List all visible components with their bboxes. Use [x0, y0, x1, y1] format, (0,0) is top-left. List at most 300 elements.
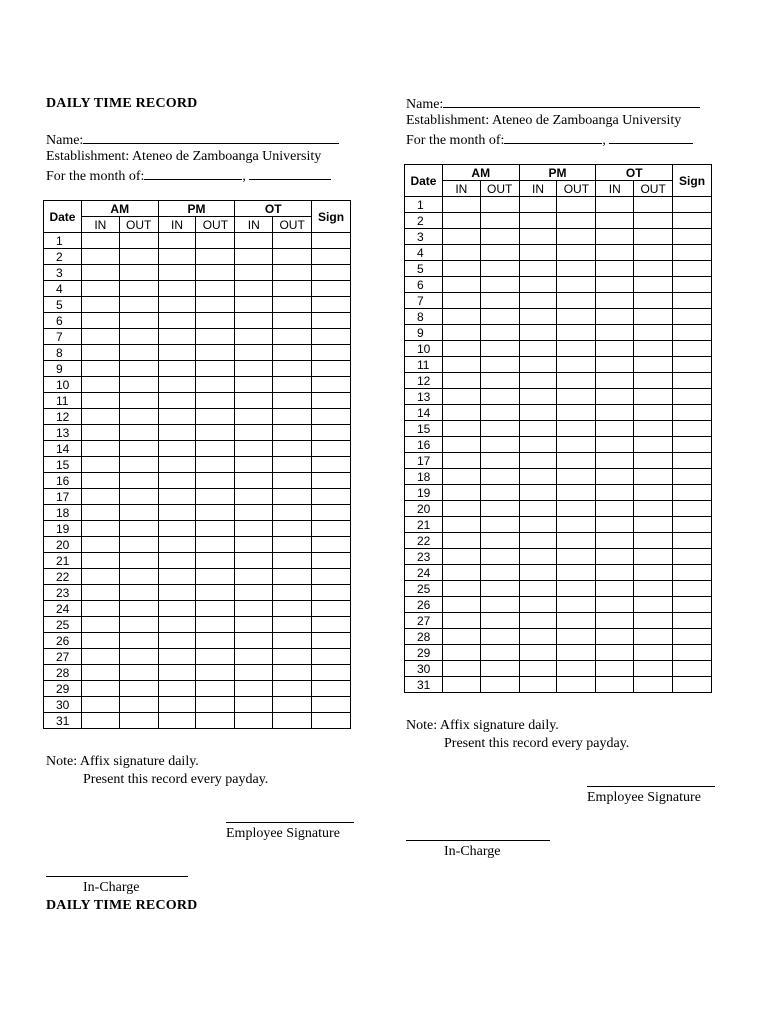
am-out-cell[interactable]	[480, 325, 519, 341]
ot-out-cell[interactable]	[273, 697, 312, 713]
ot-out-cell[interactable]	[273, 329, 312, 345]
pm-in-cell[interactable]	[158, 649, 196, 665]
pm-in-cell[interactable]	[158, 617, 196, 633]
pm-out-cell[interactable]	[196, 665, 235, 681]
ot-out-cell[interactable]	[634, 197, 673, 213]
am-out-cell[interactable]	[119, 505, 158, 521]
sign-cell[interactable]	[312, 281, 351, 297]
am-in-cell[interactable]	[81, 393, 119, 409]
sign-cell[interactable]	[312, 473, 351, 489]
ot-out-cell[interactable]	[634, 421, 673, 437]
sign-cell[interactable]	[673, 661, 712, 677]
am-in-cell[interactable]	[81, 649, 119, 665]
pm-out-cell[interactable]	[557, 421, 596, 437]
am-out-cell[interactable]	[119, 537, 158, 553]
pm-out-cell[interactable]	[557, 405, 596, 421]
sign-cell[interactable]	[312, 553, 351, 569]
ot-in-cell[interactable]	[596, 373, 634, 389]
right-in-charge-line[interactable]	[406, 840, 550, 841]
ot-out-cell[interactable]	[634, 661, 673, 677]
am-out-cell[interactable]	[480, 645, 519, 661]
sign-cell[interactable]	[673, 309, 712, 325]
am-in-cell[interactable]	[81, 505, 119, 521]
ot-out-cell[interactable]	[273, 409, 312, 425]
pm-out-cell[interactable]	[196, 713, 235, 729]
ot-out-cell[interactable]	[273, 425, 312, 441]
pm-in-cell[interactable]	[158, 265, 196, 281]
sign-cell[interactable]	[673, 261, 712, 277]
ot-out-cell[interactable]	[273, 345, 312, 361]
am-out-cell[interactable]	[480, 293, 519, 309]
ot-out-cell[interactable]	[273, 537, 312, 553]
sign-cell[interactable]	[673, 565, 712, 581]
pm-in-cell[interactable]	[519, 373, 557, 389]
pm-out-cell[interactable]	[557, 325, 596, 341]
sign-cell[interactable]	[673, 549, 712, 565]
am-in-cell[interactable]	[442, 549, 480, 565]
ot-out-cell[interactable]	[273, 441, 312, 457]
pm-out-cell[interactable]	[196, 457, 235, 473]
ot-out-cell[interactable]	[273, 617, 312, 633]
pm-out-cell[interactable]	[557, 197, 596, 213]
am-in-cell[interactable]	[442, 325, 480, 341]
pm-in-cell[interactable]	[158, 361, 196, 377]
am-out-cell[interactable]	[480, 453, 519, 469]
ot-out-cell[interactable]	[634, 357, 673, 373]
pm-out-cell[interactable]	[557, 309, 596, 325]
pm-in-cell[interactable]	[519, 453, 557, 469]
sign-cell[interactable]	[312, 489, 351, 505]
am-out-cell[interactable]	[480, 309, 519, 325]
ot-out-cell[interactable]	[634, 213, 673, 229]
ot-in-cell[interactable]	[596, 661, 634, 677]
pm-in-cell[interactable]	[519, 341, 557, 357]
ot-in-cell[interactable]	[596, 517, 634, 533]
pm-in-cell[interactable]	[519, 229, 557, 245]
ot-in-cell[interactable]	[596, 581, 634, 597]
pm-in-cell[interactable]	[519, 565, 557, 581]
ot-in-cell[interactable]	[235, 537, 273, 553]
ot-in-cell[interactable]	[235, 457, 273, 473]
pm-in-cell[interactable]	[158, 345, 196, 361]
sign-cell[interactable]	[312, 409, 351, 425]
ot-out-cell[interactable]	[273, 569, 312, 585]
am-in-cell[interactable]	[81, 697, 119, 713]
ot-out-cell[interactable]	[273, 457, 312, 473]
ot-in-cell[interactable]	[596, 645, 634, 661]
pm-in-cell[interactable]	[519, 485, 557, 501]
pm-out-cell[interactable]	[196, 441, 235, 457]
sign-cell[interactable]	[673, 469, 712, 485]
pm-out-cell[interactable]	[196, 249, 235, 265]
pm-in-cell[interactable]	[519, 517, 557, 533]
pm-in-cell[interactable]	[519, 501, 557, 517]
am-out-cell[interactable]	[480, 421, 519, 437]
pm-in-cell[interactable]	[158, 249, 196, 265]
am-out-cell[interactable]	[119, 249, 158, 265]
ot-out-cell[interactable]	[273, 505, 312, 521]
ot-out-cell[interactable]	[634, 565, 673, 581]
ot-in-cell[interactable]	[235, 697, 273, 713]
ot-in-cell[interactable]	[235, 441, 273, 457]
am-in-cell[interactable]	[442, 341, 480, 357]
am-out-cell[interactable]	[480, 485, 519, 501]
am-out-cell[interactable]	[119, 713, 158, 729]
am-in-cell[interactable]	[81, 585, 119, 601]
ot-out-cell[interactable]	[634, 629, 673, 645]
am-in-cell[interactable]	[442, 245, 480, 261]
ot-out-cell[interactable]	[634, 645, 673, 661]
ot-out-cell[interactable]	[634, 613, 673, 629]
ot-out-cell[interactable]	[273, 281, 312, 297]
pm-in-cell[interactable]	[519, 357, 557, 373]
am-in-cell[interactable]	[81, 425, 119, 441]
pm-out-cell[interactable]	[557, 597, 596, 613]
pm-out-cell[interactable]	[557, 485, 596, 501]
pm-in-cell[interactable]	[158, 281, 196, 297]
sign-cell[interactable]	[673, 293, 712, 309]
ot-out-cell[interactable]	[634, 501, 673, 517]
pm-in-cell[interactable]	[519, 549, 557, 565]
ot-in-cell[interactable]	[235, 361, 273, 377]
sign-cell[interactable]	[312, 585, 351, 601]
ot-out-cell[interactable]	[634, 293, 673, 309]
am-out-cell[interactable]	[480, 469, 519, 485]
pm-in-cell[interactable]	[158, 233, 196, 249]
ot-out-cell[interactable]	[273, 361, 312, 377]
pm-in-cell[interactable]	[519, 581, 557, 597]
sign-cell[interactable]	[673, 645, 712, 661]
ot-out-cell[interactable]	[273, 297, 312, 313]
pm-out-cell[interactable]	[557, 677, 596, 693]
ot-in-cell[interactable]	[235, 681, 273, 697]
sign-cell[interactable]	[673, 501, 712, 517]
am-out-cell[interactable]	[119, 233, 158, 249]
pm-out-cell[interactable]	[557, 293, 596, 309]
ot-out-cell[interactable]	[634, 549, 673, 565]
pm-out-cell[interactable]	[196, 649, 235, 665]
pm-out-cell[interactable]	[196, 537, 235, 553]
sign-cell[interactable]	[673, 453, 712, 469]
sign-cell[interactable]	[673, 517, 712, 533]
ot-in-cell[interactable]	[596, 485, 634, 501]
ot-out-cell[interactable]	[634, 485, 673, 501]
sign-cell[interactable]	[673, 197, 712, 213]
pm-in-cell[interactable]	[519, 469, 557, 485]
pm-out-cell[interactable]	[557, 469, 596, 485]
ot-out-cell[interactable]	[273, 601, 312, 617]
am-out-cell[interactable]	[119, 665, 158, 681]
pm-in-cell[interactable]	[519, 405, 557, 421]
ot-in-cell[interactable]	[596, 453, 634, 469]
pm-out-cell[interactable]	[196, 697, 235, 713]
pm-out-cell[interactable]	[557, 261, 596, 277]
am-out-cell[interactable]	[480, 677, 519, 693]
am-in-cell[interactable]	[81, 569, 119, 585]
sign-cell[interactable]	[312, 329, 351, 345]
am-in-cell[interactable]	[442, 357, 480, 373]
ot-in-cell[interactable]	[235, 633, 273, 649]
am-out-cell[interactable]	[480, 533, 519, 549]
ot-out-cell[interactable]	[634, 597, 673, 613]
left-name-field[interactable]	[83, 130, 339, 144]
am-in-cell[interactable]	[81, 665, 119, 681]
ot-out-cell[interactable]	[273, 233, 312, 249]
ot-in-cell[interactable]	[235, 569, 273, 585]
ot-in-cell[interactable]	[235, 489, 273, 505]
pm-in-cell[interactable]	[158, 633, 196, 649]
pm-out-cell[interactable]	[196, 393, 235, 409]
am-in-cell[interactable]	[81, 633, 119, 649]
ot-in-cell[interactable]	[596, 325, 634, 341]
sign-cell[interactable]	[673, 629, 712, 645]
am-in-cell[interactable]	[81, 329, 119, 345]
sign-cell[interactable]	[312, 665, 351, 681]
ot-out-cell[interactable]	[273, 377, 312, 393]
ot-in-cell[interactable]	[596, 245, 634, 261]
pm-in-cell[interactable]	[519, 389, 557, 405]
am-in-cell[interactable]	[442, 517, 480, 533]
pm-in-cell[interactable]	[158, 313, 196, 329]
right-employee-signature-line[interactable]	[587, 786, 715, 787]
ot-in-cell[interactable]	[235, 649, 273, 665]
pm-in-cell[interactable]	[158, 505, 196, 521]
am-in-cell[interactable]	[442, 581, 480, 597]
left-year-field[interactable]	[249, 166, 331, 180]
ot-out-cell[interactable]	[634, 341, 673, 357]
ot-in-cell[interactable]	[596, 501, 634, 517]
am-out-cell[interactable]	[480, 197, 519, 213]
am-in-cell[interactable]	[81, 681, 119, 697]
pm-in-cell[interactable]	[158, 489, 196, 505]
am-out-cell[interactable]	[480, 661, 519, 677]
am-out-cell[interactable]	[480, 517, 519, 533]
ot-out-cell[interactable]	[273, 473, 312, 489]
ot-in-cell[interactable]	[235, 393, 273, 409]
ot-in-cell[interactable]	[596, 597, 634, 613]
am-in-cell[interactable]	[442, 213, 480, 229]
sign-cell[interactable]	[673, 485, 712, 501]
ot-in-cell[interactable]	[596, 421, 634, 437]
ot-in-cell[interactable]	[596, 277, 634, 293]
pm-in-cell[interactable]	[519, 533, 557, 549]
am-in-cell[interactable]	[81, 297, 119, 313]
am-out-cell[interactable]	[119, 585, 158, 601]
ot-out-cell[interactable]	[634, 373, 673, 389]
sign-cell[interactable]	[312, 681, 351, 697]
pm-out-cell[interactable]	[557, 389, 596, 405]
ot-in-cell[interactable]	[596, 469, 634, 485]
am-out-cell[interactable]	[480, 613, 519, 629]
pm-in-cell[interactable]	[158, 569, 196, 585]
pm-in-cell[interactable]	[519, 277, 557, 293]
am-in-cell[interactable]	[81, 281, 119, 297]
ot-out-cell[interactable]	[634, 469, 673, 485]
pm-in-cell[interactable]	[519, 629, 557, 645]
pm-out-cell[interactable]	[196, 489, 235, 505]
ot-out-cell[interactable]	[273, 553, 312, 569]
am-in-cell[interactable]	[81, 361, 119, 377]
ot-in-cell[interactable]	[596, 293, 634, 309]
ot-out-cell[interactable]	[634, 437, 673, 453]
pm-in-cell[interactable]	[158, 377, 196, 393]
right-year-field[interactable]	[609, 130, 693, 144]
ot-out-cell[interactable]	[273, 713, 312, 729]
sign-cell[interactable]	[312, 425, 351, 441]
ot-in-cell[interactable]	[596, 533, 634, 549]
ot-in-cell[interactable]	[596, 261, 634, 277]
ot-in-cell[interactable]	[235, 473, 273, 489]
am-in-cell[interactable]	[81, 473, 119, 489]
pm-in-cell[interactable]	[519, 597, 557, 613]
sign-cell[interactable]	[312, 233, 351, 249]
pm-out-cell[interactable]	[557, 565, 596, 581]
am-in-cell[interactable]	[442, 389, 480, 405]
sign-cell[interactable]	[673, 613, 712, 629]
pm-out-cell[interactable]	[196, 329, 235, 345]
pm-in-cell[interactable]	[158, 713, 196, 729]
left-in-charge-line[interactable]	[46, 876, 188, 877]
am-out-cell[interactable]	[480, 277, 519, 293]
am-out-cell[interactable]	[119, 521, 158, 537]
left-month-field[interactable]	[144, 166, 242, 180]
ot-out-cell[interactable]	[273, 521, 312, 537]
am-out-cell[interactable]	[119, 409, 158, 425]
am-in-cell[interactable]	[442, 501, 480, 517]
am-out-cell[interactable]	[480, 229, 519, 245]
am-out-cell[interactable]	[480, 629, 519, 645]
ot-out-cell[interactable]	[634, 277, 673, 293]
am-out-cell[interactable]	[119, 329, 158, 345]
am-out-cell[interactable]	[119, 313, 158, 329]
pm-out-cell[interactable]	[196, 633, 235, 649]
am-out-cell[interactable]	[480, 245, 519, 261]
am-in-cell[interactable]	[81, 409, 119, 425]
ot-in-cell[interactable]	[596, 613, 634, 629]
pm-out-cell[interactable]	[196, 521, 235, 537]
pm-in-cell[interactable]	[158, 585, 196, 601]
ot-in-cell[interactable]	[235, 713, 273, 729]
am-out-cell[interactable]	[119, 601, 158, 617]
pm-in-cell[interactable]	[158, 665, 196, 681]
pm-out-cell[interactable]	[196, 505, 235, 521]
pm-out-cell[interactable]	[196, 345, 235, 361]
pm-out-cell[interactable]	[557, 229, 596, 245]
am-in-cell[interactable]	[442, 405, 480, 421]
am-in-cell[interactable]	[81, 265, 119, 281]
pm-out-cell[interactable]	[557, 629, 596, 645]
sign-cell[interactable]	[312, 713, 351, 729]
am-in-cell[interactable]	[81, 553, 119, 569]
sign-cell[interactable]	[312, 393, 351, 409]
sign-cell[interactable]	[673, 597, 712, 613]
pm-out-cell[interactable]	[196, 313, 235, 329]
pm-in-cell[interactable]	[158, 521, 196, 537]
ot-in-cell[interactable]	[235, 377, 273, 393]
ot-in-cell[interactable]	[596, 549, 634, 565]
sign-cell[interactable]	[312, 633, 351, 649]
ot-in-cell[interactable]	[235, 265, 273, 281]
ot-out-cell[interactable]	[634, 245, 673, 261]
sign-cell[interactable]	[312, 345, 351, 361]
am-out-cell[interactable]	[480, 213, 519, 229]
sign-cell[interactable]	[673, 389, 712, 405]
pm-in-cell[interactable]	[519, 437, 557, 453]
pm-in-cell[interactable]	[519, 309, 557, 325]
am-out-cell[interactable]	[119, 489, 158, 505]
am-out-cell[interactable]	[119, 361, 158, 377]
ot-in-cell[interactable]	[235, 617, 273, 633]
am-in-cell[interactable]	[442, 197, 480, 213]
pm-in-cell[interactable]	[519, 261, 557, 277]
ot-in-cell[interactable]	[235, 505, 273, 521]
am-out-cell[interactable]	[119, 681, 158, 697]
sign-cell[interactable]	[312, 617, 351, 633]
pm-out-cell[interactable]	[196, 569, 235, 585]
pm-in-cell[interactable]	[519, 213, 557, 229]
ot-out-cell[interactable]	[273, 681, 312, 697]
ot-out-cell[interactable]	[634, 389, 673, 405]
ot-in-cell[interactable]	[596, 565, 634, 581]
ot-in-cell[interactable]	[235, 249, 273, 265]
am-out-cell[interactable]	[480, 341, 519, 357]
am-out-cell[interactable]	[480, 581, 519, 597]
ot-in-cell[interactable]	[596, 357, 634, 373]
pm-out-cell[interactable]	[196, 409, 235, 425]
pm-in-cell[interactable]	[519, 245, 557, 261]
ot-out-cell[interactable]	[634, 309, 673, 325]
am-in-cell[interactable]	[442, 261, 480, 277]
am-in-cell[interactable]	[442, 421, 480, 437]
ot-in-cell[interactable]	[235, 553, 273, 569]
ot-in-cell[interactable]	[235, 345, 273, 361]
pm-in-cell[interactable]	[519, 613, 557, 629]
ot-out-cell[interactable]	[273, 249, 312, 265]
am-out-cell[interactable]	[480, 357, 519, 373]
ot-in-cell[interactable]	[596, 341, 634, 357]
am-in-cell[interactable]	[81, 345, 119, 361]
right-month-field[interactable]	[504, 130, 602, 144]
sign-cell[interactable]	[312, 441, 351, 457]
ot-in-cell[interactable]	[596, 389, 634, 405]
pm-in-cell[interactable]	[158, 601, 196, 617]
am-out-cell[interactable]	[480, 437, 519, 453]
am-in-cell[interactable]	[442, 277, 480, 293]
pm-in-cell[interactable]	[158, 297, 196, 313]
am-in-cell[interactable]	[442, 485, 480, 501]
pm-in-cell[interactable]	[158, 409, 196, 425]
am-in-cell[interactable]	[81, 441, 119, 457]
sign-cell[interactable]	[312, 297, 351, 313]
ot-in-cell[interactable]	[235, 585, 273, 601]
am-in-cell[interactable]	[442, 629, 480, 645]
pm-out-cell[interactable]	[196, 553, 235, 569]
sign-cell[interactable]	[673, 533, 712, 549]
am-in-cell[interactable]	[81, 617, 119, 633]
sign-cell[interactable]	[673, 245, 712, 261]
am-out-cell[interactable]	[119, 569, 158, 585]
am-in-cell[interactable]	[81, 489, 119, 505]
ot-out-cell[interactable]	[273, 665, 312, 681]
pm-in-cell[interactable]	[158, 681, 196, 697]
ot-in-cell[interactable]	[596, 197, 634, 213]
sign-cell[interactable]	[312, 697, 351, 713]
pm-out-cell[interactable]	[557, 437, 596, 453]
ot-in-cell[interactable]	[596, 437, 634, 453]
pm-out-cell[interactable]	[196, 233, 235, 249]
pm-out-cell[interactable]	[557, 613, 596, 629]
sign-cell[interactable]	[673, 373, 712, 389]
